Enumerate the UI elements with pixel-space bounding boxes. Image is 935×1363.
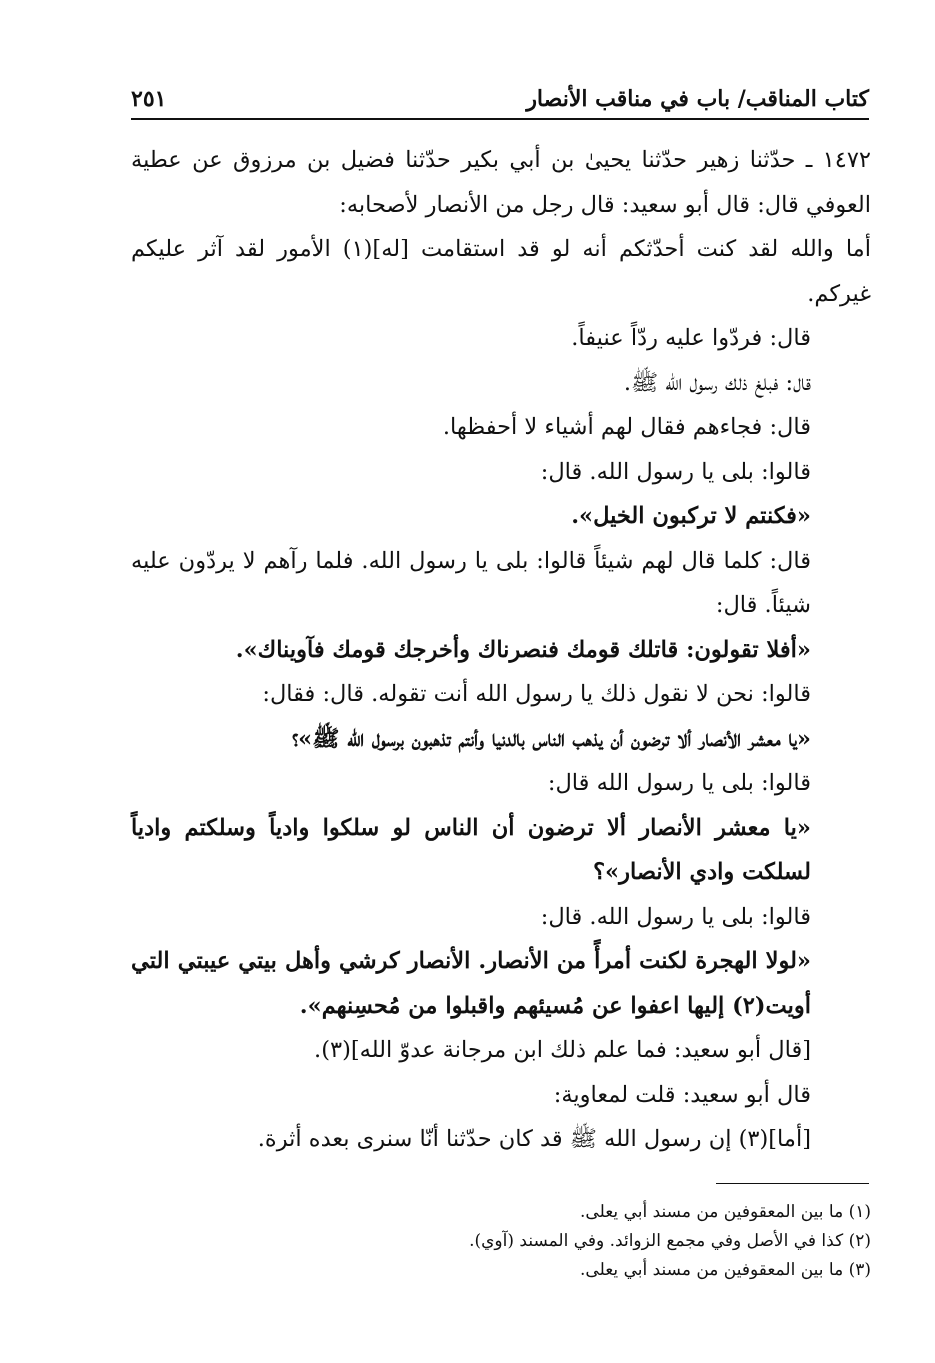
prophet-quote: «أفلا تقولون: قاتلك قومك فنصرناك وأخرجك قومك فآويناك». [235, 636, 811, 663]
prophet-quote: «يا معشر الأنصار ألا ترضون أن يذهب الناس بالدنيا وأنتم تذهبون برسول الله ﷺ»؟ [291, 725, 811, 752]
paragraph: قالوا: بلى يا رسول الله قال: [547, 770, 811, 796]
prophet-quote: «لولا الهجرة لكنت أمرأً من الأنصار. الأنصار كرشي وأهل بيتي عيبتي التي أويت(٢) إليها اعفوا عن مُسيئهم واقبلوا من مُحسِنهم». [131, 948, 811, 1019]
prophet-quote: «يا معشر الأنصار ألا ترضون أن الناس لو سلكوا وادياً وسلكتم وادياً لسلكت وادي الأنصار»؟ [131, 814, 811, 885]
paragraph: قالوا: بلى يا رسول الله. قال: [540, 458, 811, 485]
footnote-separator [716, 1183, 869, 1184]
paragraph: ١٤٧٢ ـ حدّثنا زهير حدّثنا يحيىٰ بن أبي بكير حدّثنا فضيل بن مرزوق عن عطية العوفي قال: قال أبو سعيد: قال رجل من الأنصار لأصحابه: [131, 147, 871, 218]
paragraph: قال: فردّوا عليه ردّاً عنيفاً. [571, 325, 811, 351]
paragraph: قال: فجاءهم فقال لهم أشياء لا أحفظها. [442, 414, 811, 440]
footnote: (١) ما بين المعقوفين من مسند أبي يعلى. [580, 1202, 871, 1222]
footnote: (٢) كذا في الأصل وفي مجمع الزوائد. وفي المسند (آوي). [469, 1231, 871, 1251]
footnotes [131, 1198, 871, 1285]
paragraph: قال: فبلغ ذلك رسول الله ﷺ. [623, 369, 811, 396]
page-header [131, 82, 869, 116]
header-rule [131, 118, 869, 120]
paragraph: [أما](٣) إن رسول الله ﷺ قد كان حدّثنا أنّا سنرى بعده أثرة. [257, 1126, 811, 1152]
prophet-quote: «فكنتم لا تركبون الخيل». [571, 503, 811, 529]
footnote: (٣) ما بين المعقوفين من مسند أبي يعلى. [580, 1260, 871, 1280]
paragraph: قالوا: بلى يا رسول الله. قال: [540, 903, 811, 930]
page-number: ٢٥١ [131, 86, 167, 112]
paragraph: أما والله لقد كنت أحدّثكم أنه لو قد استقامت [له](١) الأمور لقد آثر عليكم غيركم. [131, 236, 871, 307]
paragraph: قالوا: نحن لا نقول ذلك يا رسول الله أنت تقوله. قال: فقال: [262, 681, 811, 707]
paragraph: [قال أبو سعيد: فما علم ذلك ابن مرجانة عدوّ الله](٣). [314, 1037, 811, 1063]
paragraph: قال أبو سعيد: قلت لمعاوية: [553, 1081, 811, 1108]
hadith-text [131, 138, 871, 1162]
paragraph: قال: كلما قال لهم شيئاً قالوا: بلى يا رسول الله. فلما رآهم لا يردّون عليه شيئاً. قال: [131, 547, 811, 618]
running-title: كتاب المناقب/ باب في مناقب الأنصار [526, 86, 869, 112]
